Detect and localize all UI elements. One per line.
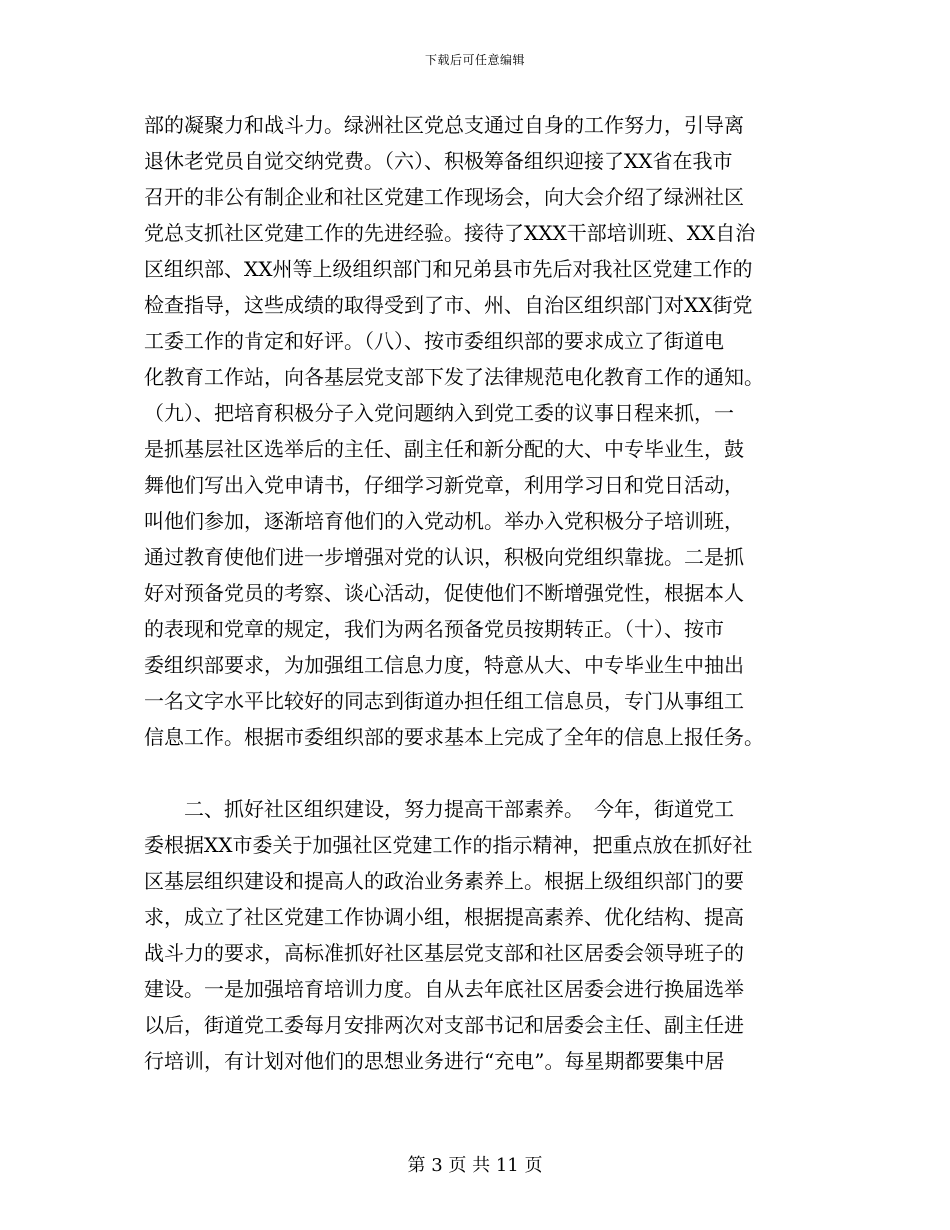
text-line: 是抓基层社区选举后的主任、副主任和新分配的大、中专毕业生，鼓 (144, 437, 744, 461)
text-line: （九）、把培育积极分子入党问题纳入到党工委的议事日程来抓，一 (144, 401, 734, 425)
text-line: 区组织部、XX州等上级组织部门和兄弟县市先后对我社区党建工作的 (144, 257, 753, 281)
document-body (144, 107, 808, 1079)
text-line: 召开的非公有制企业和社区党建工作现场会，向大会介绍了绿洲社区 (144, 185, 744, 209)
text-line: 委根据XX市委关于加强社区党建工作的指示精神，把重点放在抓好社 (144, 833, 753, 857)
text-line: 退休老党员自觉交纳党费。（六）、积极筹备组织迎接了XX省在我市 (144, 149, 733, 173)
text-line: 好对预备党员的考察、谈心活动，促使他们不断增强党性，根据本人 (144, 581, 744, 605)
text-line: 的表现和党章的规定，我们为两名预备党员按期转正。（十）、按市 (144, 617, 724, 641)
text-line: 信息工作。根据市委组织部的要求基本上完成了全年的信息上报任务。 (144, 725, 764, 749)
text-line: 叫他们参加，逐渐培育他们的入党动机。举办入党积极分子培训班， (144, 509, 744, 533)
text-line: 行培训，有计划对他们的思想业务进行“充电”。每星期都要集中居 (144, 1049, 725, 1073)
text-line: 检查指导，这些成绩的取得受到了市、州、自治区组织部门对XX街党 (144, 293, 753, 317)
paragraph-gap (144, 755, 808, 791)
text-line: 工委工作的肯定和好评。（八）、按市委组织部的要求成立了街道电 (144, 329, 724, 353)
text-line: 以后，街道党工委每月安排两次对支部书记和居委会主任、副主任进 (144, 1013, 744, 1037)
text-line: 求，成立了社区党建工作协调小组，根据提高素养、优化结构、提高 (144, 905, 744, 929)
page-header: 下载后可任意编辑 (424, 53, 525, 67)
text-line: 党总支抓社区党建工作的先进经验。接待了XXX干部培训班、XX自治 (144, 221, 756, 245)
text-line: 区基层组织建设和提高人的政治业务素养上。根据上级组织部门的要 (144, 869, 744, 893)
page-footer: 第 3 页 共 11 页 (407, 1155, 543, 1176)
text-line: 二、抓好社区组织建设，努力提高干部素养。 今年，街道党工 (144, 797, 734, 821)
text-line: 建设。一是加强培育培训力度。自从去年底社区居委会进行换届选举 (144, 977, 744, 1001)
paragraph-1 (144, 107, 808, 755)
text-line: 化教育工作站，向各基层党支部下发了法律规范电化教育工作的通知。 (144, 365, 764, 389)
paragraph-2 (144, 791, 808, 1079)
text-line: 战斗力的要求，高标准抓好社区基层党支部和社区居委会领导班子的 (144, 941, 744, 965)
text-line: 一名文字水平比较好的同志到街道办担任组工信息员，专门从事组工 (144, 689, 744, 713)
text-line: 部的凝聚力和战斗力。绿洲社区党总支通过自身的工作努力，引导离 (144, 113, 744, 137)
text-line: 委组织部要求，为加强组工信息力度，特意从大、中专毕业生中抽出 (144, 653, 744, 677)
text-line: 通过教育使他们进一步增强对党的认识，积极向党组织靠拢。二是抓 (144, 545, 744, 569)
text-line: 舞他们写出入党申请书，仔细学习新党章，利用学习日和党日活动， (144, 473, 744, 497)
